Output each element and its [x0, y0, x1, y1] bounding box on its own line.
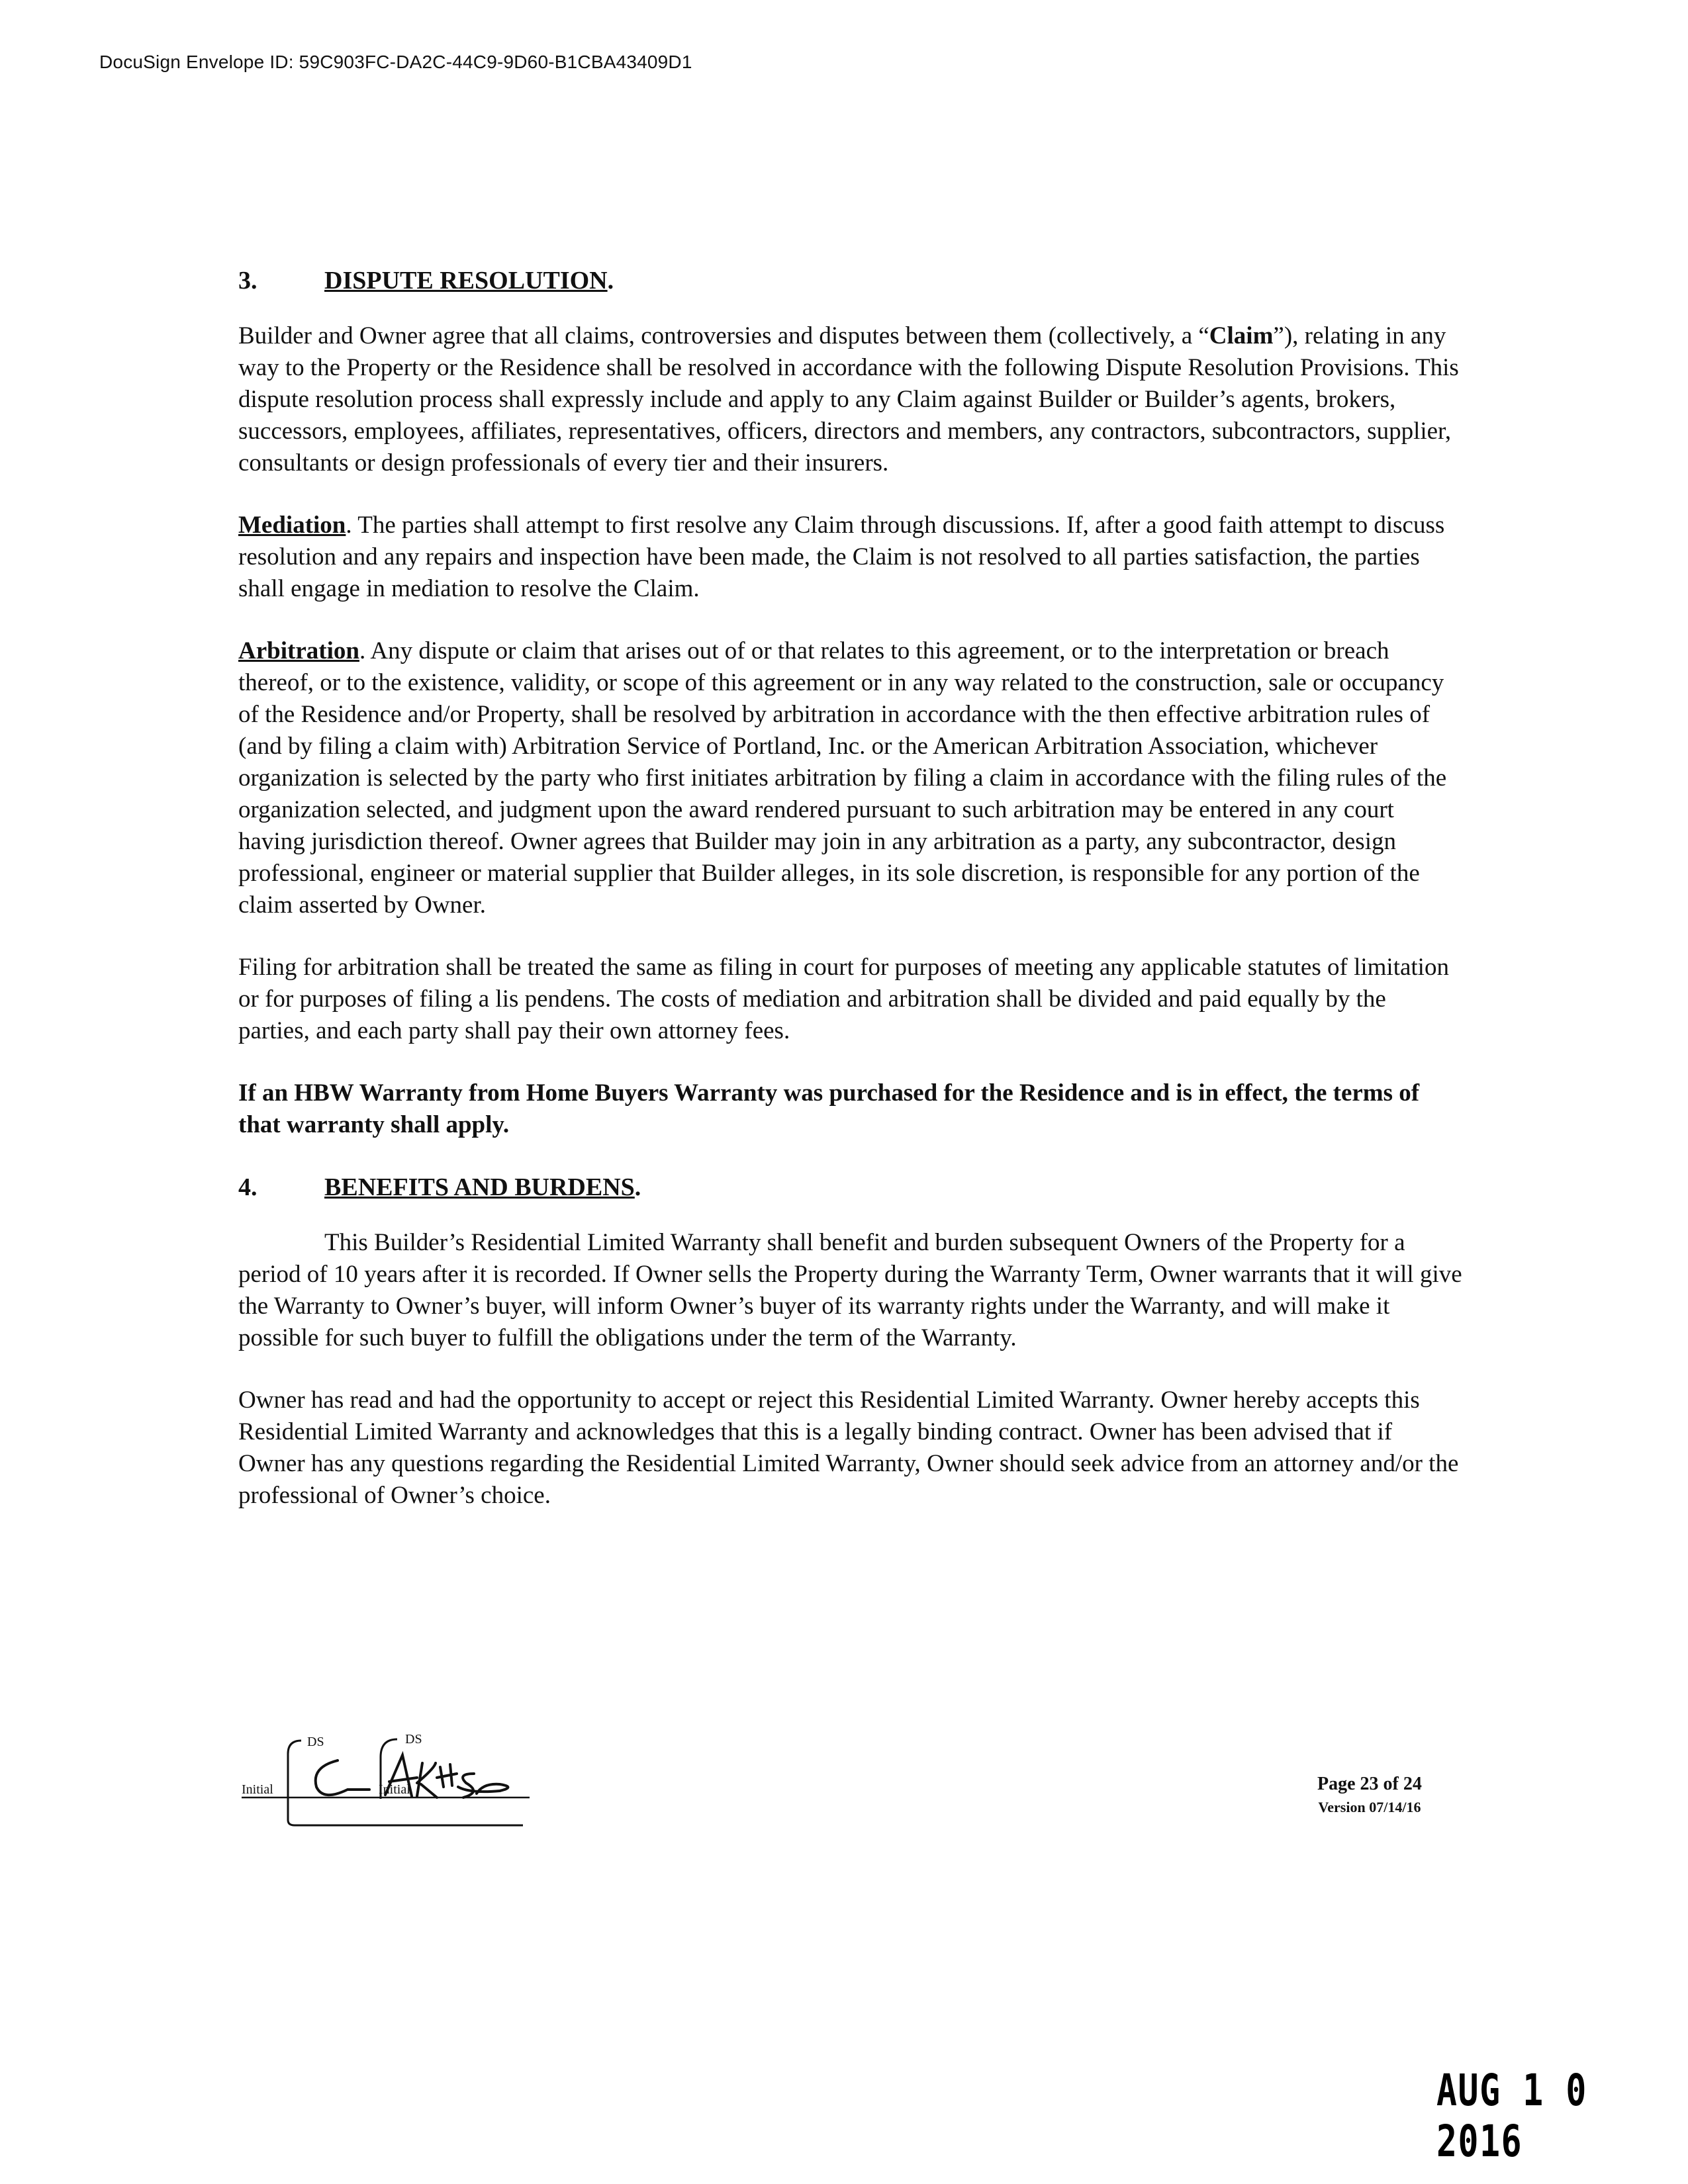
mediation-paragraph	[238, 510, 1463, 605]
section-4-number: 4.	[238, 1173, 258, 1201]
mediation-text: . The parties shall attempt to first resolve any Claim through discussions. If, after a good faith attempt to discuss resolution and any repairs and inspection have been made, the Claim is not resolved to all parties satisfaction, the parties shall engage in mediation to resolve the Claim.	[238, 512, 1445, 602]
initials-signature-drawing	[238, 1721, 569, 1827]
acceptance-paragraph: Owner has read and had the opportunity to accept or reject this Residential Limited Warranty. Owner hereby accepts this Residential Limited Warranty and acknowledges that this is a legally binding contract. Owner has been advised that if Owner has any questions regarding the Residential Limited Warranty, Owner should seek advice from an attorney and/or the professional of Owner’s choice.	[238, 1387, 1459, 1509]
ds-label-2: DS	[405, 1732, 422, 1747]
version-label: Version 07/14/16	[1318, 1799, 1421, 1815]
section-3-number: 3.	[238, 267, 258, 295]
section-4-heading: 4. BENEFITS AND BURDENS.	[238, 1171, 1463, 1203]
section-3-title: DISPUTE RESOLUTION	[324, 267, 608, 295]
ds-label-1: DS	[307, 1735, 324, 1749]
initials-signature-block	[238, 1721, 569, 1827]
docusign-envelope-id: DocuSign Envelope ID: 59C903FC-DA2C-44C9-9D60-B1CBA43409D1	[99, 52, 692, 72]
document-body	[238, 265, 1463, 1542]
mediation-label: Mediation	[238, 512, 346, 539]
intro-suffix: ”), relating in any way to the Property or the Residence shall be resolved in accordance with the following Dispute Resolution Provisions. This dispute resolution process shall expressly include and apply to any Claim against Builder or Builder’s agents, brokers, successors, employees, affiliates, representatives, officers, directors and members, any contractors, subcontractors, supplier, consultants or design professionals of every tier and their insurers.	[238, 322, 1459, 477]
page-number: Page 23 of 24	[1317, 1774, 1422, 1794]
arbitration-text: . Any dispute or claim that arises out of or that relates to this agreement, or to the interpretation or breach thereof, or to the existence, validity, or scope of this agreement or in any way related to the construction, sale or occupancy of the Residence and/or Property, shall be resolved by arbitration in accordance with the then effective arbitration rules of (and by filing a claim with) Arbitration Service of Portland, Inc. or the American Arbitration Association, whichever organization is selected by the party who first initiates arbitration by filing a claim in accordance with the filing rules of the organization selected, and judgment upon the award rendered pursuant to such arbitration may be entered in any court having jurisdiction thereof. Owner agrees that Builder may join in any arbitration as a party, any subcontractor, design professional, engineer or material supplier that Builder alleges, in its sole discretion, is responsible for any portion of the claim asserted by Owner.	[238, 637, 1447, 919]
initial-label-2: Initial	[379, 1782, 410, 1797]
claim-term: Claim	[1209, 322, 1274, 349]
section-3-heading: 3. DISPUTE RESOLUTION.	[238, 265, 1463, 296]
intro-prefix: Builder and Owner agree that all claims, controversies and disputes between them (collectively, a “	[238, 322, 1209, 349]
page-footer	[1317, 1774, 1422, 1816]
hbw-warranty-paragraph: If an HBW Warranty from Home Buyers Warranty was purchased for the Residence and is in effect, the terms of that warranty shall apply.	[238, 1079, 1420, 1138]
initial-label-1: Initial	[242, 1782, 273, 1797]
arbitration-label: Arbitration	[238, 637, 359, 664]
arbitration-paragraph	[238, 635, 1463, 921]
received-date-stamp: AUG 1 0 2016	[1436, 2065, 1587, 2167]
filing-paragraph: Filing for arbitration shall be treated the same as filing in court for purposes of meeting any applicable statutes of limitation or for purposes of filing a lis pendens. The costs of mediation and arbitration shall be divided and paid equally by the parties, and each party shall pay their own attorney fees.	[238, 954, 1449, 1044]
benefits-paragraph: This Builder’s Residential Limited Warranty shall benefit and burden subsequent Owners of the Property for a period of 10 years after it is recorded. If Owner sells the Property during the Warranty Term, Owner warrants that it will give the Warranty to Owner’s buyer, will inform Owner’s buyer of its warranty rights under the Warranty, and will make it possible for such buyer to fulfill the obligations under the term of the Warranty.	[238, 1229, 1462, 1351]
section-3-intro-paragraph	[238, 320, 1463, 479]
section-4-title: BENEFITS AND BURDENS	[324, 1173, 635, 1201]
